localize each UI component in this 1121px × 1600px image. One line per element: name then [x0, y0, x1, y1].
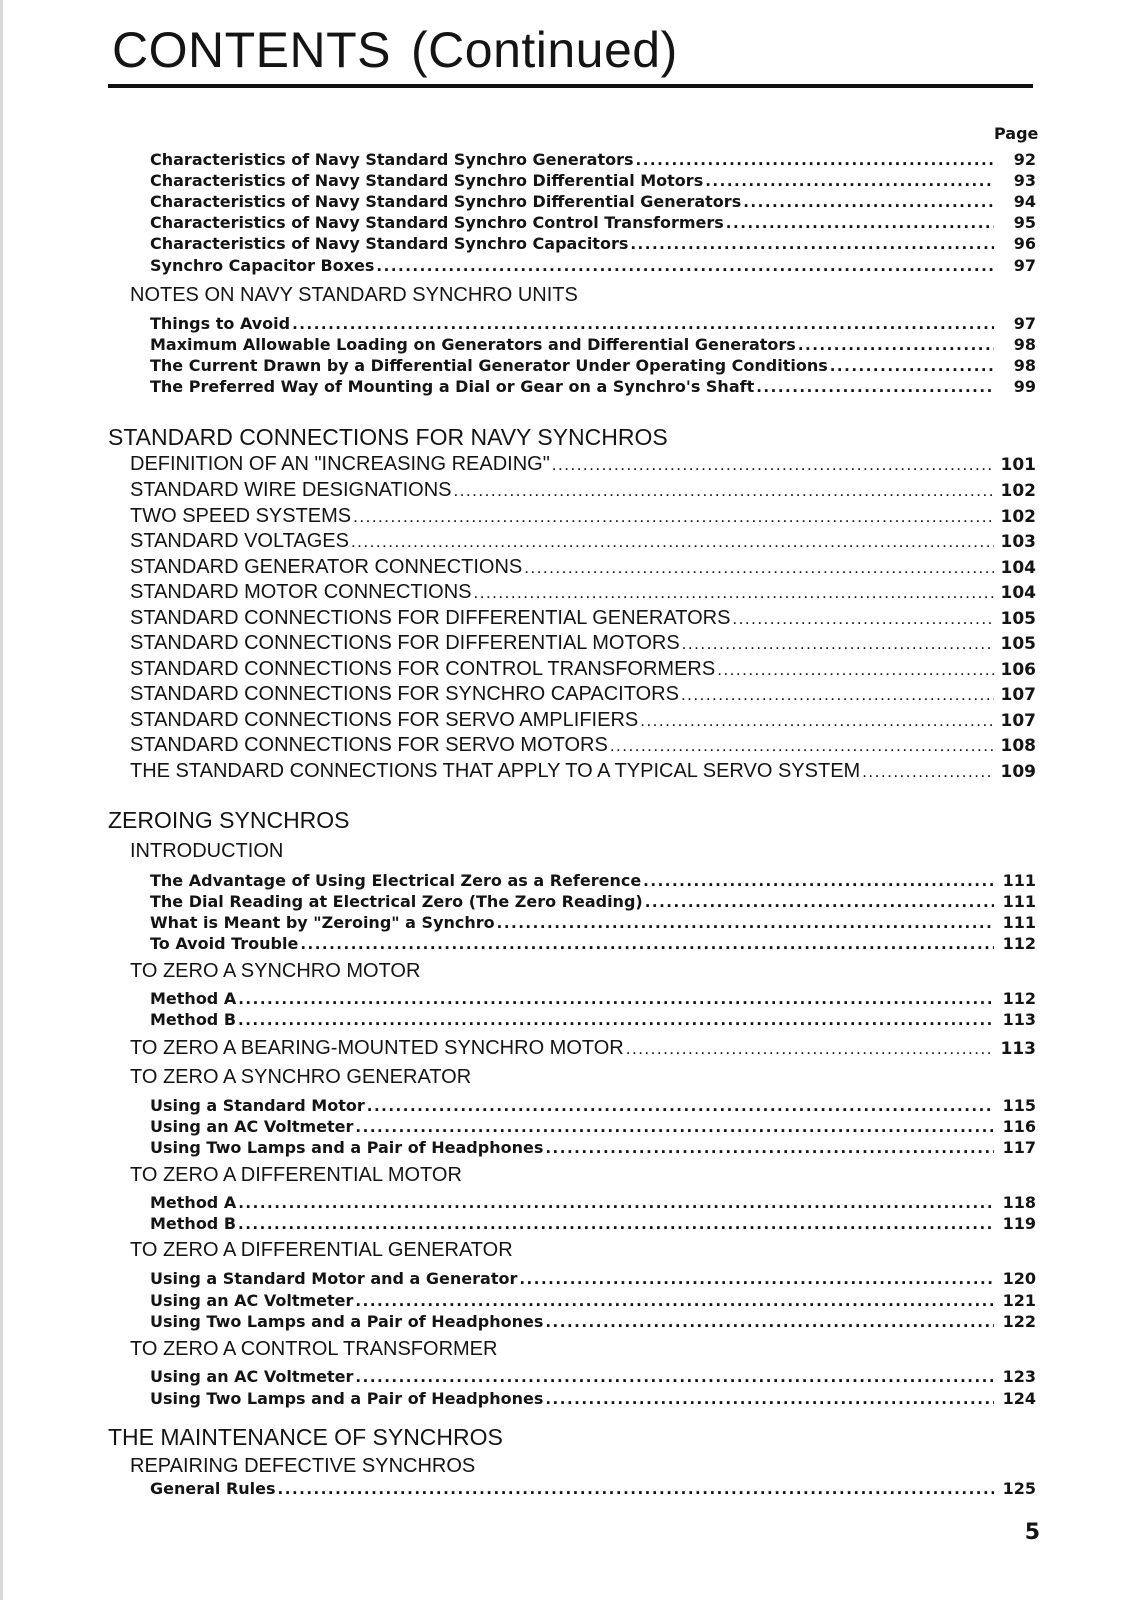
toc-entry-page: 105 [1000, 634, 1036, 654]
toc-entry-page: 92 [1013, 150, 1036, 169]
toc-entry-page: 106 [1000, 660, 1036, 680]
toc-entry-title: The Dial Reading at Electrical Zero (The Zero Reading) [150, 892, 643, 911]
leader-dots [545, 1139, 994, 1157]
toc-entry-page: 97 [1013, 314, 1036, 333]
toc-entry-page: 111 [1002, 892, 1036, 911]
leader-dots [278, 1480, 994, 1498]
toc-entry-bearing-mounted[interactable] [130, 1037, 1036, 1060]
leader-dots [726, 214, 994, 232]
subsection-heading-zero-motor: TO ZERO A SYNCHRO MOTOR [130, 960, 421, 982]
toc-entry-title: Using Two Lamps and a Pair of Headphones [150, 1312, 544, 1331]
toc-entry-page: 96 [1013, 234, 1036, 253]
toc-entry-page: 118 [1002, 1193, 1036, 1212]
toc-entry-title: Using a Standard Motor and a Generator [150, 1269, 518, 1288]
leader-dots [300, 935, 994, 953]
toc-entry-title: STANDARD WIRE DESIGNATIONS [130, 479, 452, 501]
toc-entry[interactable] [130, 556, 1036, 579]
toc-entry-page: 122 [1002, 1312, 1036, 1331]
section-heading-maintenance: THE MAINTENANCE OF SYNCHROS [108, 1424, 503, 1450]
toc-entry[interactable] [150, 1291, 1036, 1310]
toc-entry[interactable] [150, 356, 1036, 375]
toc-entry[interactable] [150, 377, 1036, 396]
toc-entry-title: STANDARD CONNECTIONS FOR CONTROL TRANSFORMERS [130, 658, 716, 680]
leader-dots [238, 990, 994, 1008]
toc-entry[interactable] [130, 530, 1036, 553]
subsection-heading-zero-differential-motor: TO ZERO A DIFFERENTIAL MOTOR [130, 1164, 462, 1186]
section-heading-standard-connections: STANDARD CONNECTIONS FOR NAVY SYNCHROS [108, 424, 668, 450]
toc-entry-page: 113 [1002, 1010, 1036, 1029]
scan-edge [0, 0, 3, 1600]
toc-entry[interactable] [150, 1367, 1036, 1386]
section-heading-zeroing: ZEROING SYNCHROS [108, 807, 350, 833]
toc-entry[interactable] [130, 760, 1036, 783]
leader-dots [636, 151, 994, 169]
subsection-heading-zero-generator: TO ZERO A SYNCHRO GENERATOR [130, 1066, 472, 1088]
leader-dots [640, 711, 994, 731]
toc-entry[interactable] [150, 1269, 1036, 1288]
toc-entry-title: The Advantage of Using Electrical Zero as a Reference [150, 871, 642, 890]
toc-entry-page: 103 [1000, 532, 1036, 552]
toc-entry-title: STANDARD GENERATOR CONNECTIONS [130, 556, 523, 578]
toc-entry-title: Characteristics of Navy Standard Synchro Differential Generators [150, 192, 742, 211]
toc-entry-title: Using Two Lamps and a Pair of Headphones [150, 1389, 544, 1408]
toc-entry-title: What is Meant by "Zeroing" a Synchro [150, 913, 495, 932]
toc-entry-page: 108 [1000, 736, 1036, 756]
toc-entry-title: Method B [150, 1214, 237, 1233]
toc-entry-page: 111 [1002, 913, 1036, 932]
toc-entry-page: 107 [1000, 711, 1036, 731]
leader-dots [355, 1292, 994, 1310]
leader-dots [474, 583, 995, 603]
leader-dots [355, 1368, 994, 1386]
toc-entry-title: Using an AC Voltmeter [150, 1291, 354, 1310]
toc-entry-page: 102 [1000, 481, 1036, 501]
toc-entry[interactable] [150, 1479, 1036, 1498]
toc-entry[interactable] [150, 192, 1036, 211]
toc-entry[interactable] [150, 989, 1036, 1008]
toc-entry[interactable] [150, 1117, 1036, 1136]
leader-dots [552, 455, 994, 475]
toc-entry-title: STANDARD CONNECTIONS FOR DIFFERENTIAL GENERATORS [130, 607, 731, 629]
leader-dots [545, 1313, 994, 1331]
toc-entry-page: 104 [1000, 583, 1036, 603]
toc-entry-page: 95 [1013, 213, 1036, 232]
leader-dots [630, 235, 994, 253]
toc-entry-title: The Preferred Way of Mounting a Dial or Gear on a Synchro's Shaft [150, 377, 755, 396]
leader-dots [238, 1011, 994, 1029]
toc-entry-page: 109 [1000, 762, 1036, 782]
toc-entry-page: 111 [1002, 871, 1036, 890]
leader-dots [376, 257, 994, 275]
toc-entry-page: 123 [1002, 1367, 1036, 1386]
toc-entry[interactable] [150, 335, 1036, 354]
leader-dots [238, 1194, 994, 1212]
toc-entry-page: 125 [1002, 1479, 1036, 1498]
leader-dots [681, 685, 994, 705]
toc-entry-title: STANDARD VOLTAGES [130, 530, 349, 552]
toc-entry-title: Using an AC Voltmeter [150, 1117, 354, 1136]
toc-entry[interactable] [130, 683, 1036, 706]
subsection-heading-repairing: REPAIRING DEFECTIVE SYNCHROS [130, 1455, 476, 1477]
toc-entry-title: Using Two Lamps and a Pair of Headphones [150, 1138, 544, 1157]
toc-entry-page: 97 [1013, 256, 1036, 275]
toc-entry-page: 116 [1002, 1117, 1036, 1136]
toc-entry-title: Characteristics of Navy Standard Synchro Generators [150, 150, 634, 169]
toc-entry-page: 120 [1002, 1269, 1036, 1288]
toc-entry[interactable] [150, 892, 1036, 911]
subsection-heading-zero-control-transformer: TO ZERO A CONTROL TRANSFORMER [130, 1338, 498, 1360]
page-number: 5 [1024, 1520, 1040, 1545]
leader-dots [645, 893, 994, 911]
toc-entry-title: THE STANDARD CONNECTIONS THAT APPLY TO A TYPICAL SERVO SYSTEM [130, 760, 861, 782]
toc-entry-title: DEFINITION OF AN "INCREASING READING" [130, 453, 550, 475]
toc-entry[interactable] [150, 234, 1036, 253]
toc-entry-title: Characteristics of Navy Standard Synchro Control Transformers [150, 213, 724, 232]
toc-entry-page: 98 [1013, 356, 1036, 375]
toc-entry[interactable] [130, 632, 1036, 655]
toc-entry-title: Using an AC Voltmeter [150, 1367, 354, 1386]
toc-entry-title: Method B [150, 1010, 237, 1029]
toc-entry[interactable] [130, 734, 1036, 757]
title-rule [108, 84, 1033, 88]
toc-entry[interactable] [150, 1214, 1036, 1233]
toc-entry[interactable] [130, 505, 1036, 528]
toc-entry-page: 124 [1002, 1389, 1036, 1408]
toc-entry-title: To Avoid Trouble [150, 934, 299, 953]
toc-entry-title: Maximum Allowable Loading on Generators and Differential Generators [150, 335, 796, 354]
toc-entry[interactable] [150, 1010, 1036, 1029]
leader-dots [756, 378, 994, 396]
toc-entry-title: STANDARD CONNECTIONS FOR SERVO MOTORS [130, 734, 608, 756]
leader-dots [497, 914, 994, 932]
toc-entry-page: 121 [1002, 1291, 1036, 1310]
toc-entry-title: Method A [150, 989, 237, 1008]
toc-entry-title: General Rules [150, 1479, 276, 1498]
leader-dots [351, 532, 994, 552]
page-title: CONTENTS (Continued) [112, 22, 678, 78]
toc-entry[interactable] [150, 1096, 1036, 1115]
toc-entry[interactable] [150, 150, 1036, 169]
toc-entry-title: The Current Drawn by a Differential Generator Under Operating Conditions [150, 356, 828, 375]
toc-entry-page: 93 [1013, 171, 1036, 190]
leader-dots [705, 172, 994, 190]
page-column-label: Page [994, 124, 1039, 143]
toc-entry-title: Characteristics of Navy Standard Synchro Capacitors [150, 234, 629, 253]
toc-entry-page: 119 [1002, 1214, 1036, 1233]
toc-entry[interactable] [150, 213, 1036, 232]
toc-entry-title: STANDARD CONNECTIONS FOR SERVO AMPLIFIERS [130, 709, 639, 731]
toc-entry[interactable] [150, 1193, 1036, 1212]
leader-dots [292, 315, 994, 333]
leader-dots [743, 193, 994, 211]
leader-dots [454, 481, 994, 501]
toc-entry-page: 112 [1002, 934, 1036, 953]
leader-dots [524, 558, 994, 578]
subsection-heading-zero-differential-generator: TO ZERO A DIFFERENTIAL GENERATOR [130, 1239, 513, 1261]
toc-entry-page: 104 [1000, 558, 1036, 578]
leader-dots [717, 660, 994, 680]
toc-entry[interactable] [150, 1312, 1036, 1331]
toc-entry-title: STANDARD MOTOR CONNECTIONS [130, 581, 472, 603]
toc-entry[interactable] [150, 1138, 1036, 1157]
toc-entry[interactable] [150, 934, 1036, 953]
leader-dots [610, 736, 994, 756]
leader-dots [798, 336, 994, 354]
leader-dots [519, 1270, 994, 1288]
section-heading-notes: NOTES ON NAVY STANDARD SYNCHRO UNITS [130, 284, 578, 306]
subsection-heading-introduction: INTRODUCTION [130, 840, 284, 862]
leader-dots [353, 507, 994, 527]
toc-entry[interactable] [130, 658, 1036, 681]
leader-dots [626, 1039, 994, 1059]
toc-entry[interactable] [130, 607, 1036, 630]
leader-dots [830, 357, 994, 375]
toc-entry-title: Method A [150, 1193, 237, 1212]
toc-entry-title: Using a Standard Motor [150, 1096, 365, 1115]
toc-entry-page: 112 [1002, 989, 1036, 1008]
leader-dots [545, 1390, 994, 1408]
toc-entry[interactable] [150, 913, 1036, 932]
toc-entry-page: 98 [1013, 335, 1036, 354]
toc-entry-page: 105 [1000, 609, 1036, 629]
toc-entry[interactable] [150, 871, 1036, 890]
leader-dots [643, 872, 994, 890]
leader-dots [682, 634, 994, 654]
toc-entry[interactable] [150, 1389, 1036, 1408]
toc-entry-page: 113 [1000, 1039, 1036, 1059]
toc-entry[interactable] [130, 479, 1036, 502]
toc-entry-page: 99 [1013, 377, 1036, 396]
toc-entry-title: Synchro Capacitor Boxes [150, 256, 375, 275]
toc-entry-title: STANDARD CONNECTIONS FOR DIFFERENTIAL MOTORS [130, 632, 680, 654]
toc-entry[interactable] [130, 453, 1036, 476]
toc-entry-title: TWO SPEED SYSTEMS [130, 505, 352, 527]
toc-entry[interactable] [150, 171, 1036, 190]
leader-dots [862, 762, 994, 782]
toc-entry-page: 107 [1000, 685, 1036, 705]
toc-entry-page: 94 [1013, 192, 1036, 211]
toc-entry-page: 102 [1000, 507, 1036, 527]
toc-entry-title: Characteristics of Navy Standard Synchro Differential Motors [150, 171, 704, 190]
toc-entry-title: STANDARD CONNECTIONS FOR SYNCHRO CAPACITORS [130, 683, 679, 705]
toc-entry-page: 115 [1002, 1096, 1036, 1115]
toc-entry[interactable] [150, 256, 1036, 275]
leader-dots [367, 1097, 994, 1115]
toc-entry[interactable] [130, 581, 1036, 604]
leader-dots [238, 1215, 994, 1233]
toc-entry-title: TO ZERO A BEARING-MOUNTED SYNCHRO MOTOR [130, 1037, 624, 1059]
toc-entry-page: 101 [1000, 455, 1036, 475]
toc-entry-title: Things to Avoid [150, 314, 291, 333]
toc-entry[interactable] [150, 314, 1036, 333]
leader-dots [732, 609, 994, 629]
leader-dots [355, 1118, 994, 1136]
toc-entry[interactable] [130, 709, 1036, 732]
toc-entry-page: 117 [1002, 1138, 1036, 1157]
